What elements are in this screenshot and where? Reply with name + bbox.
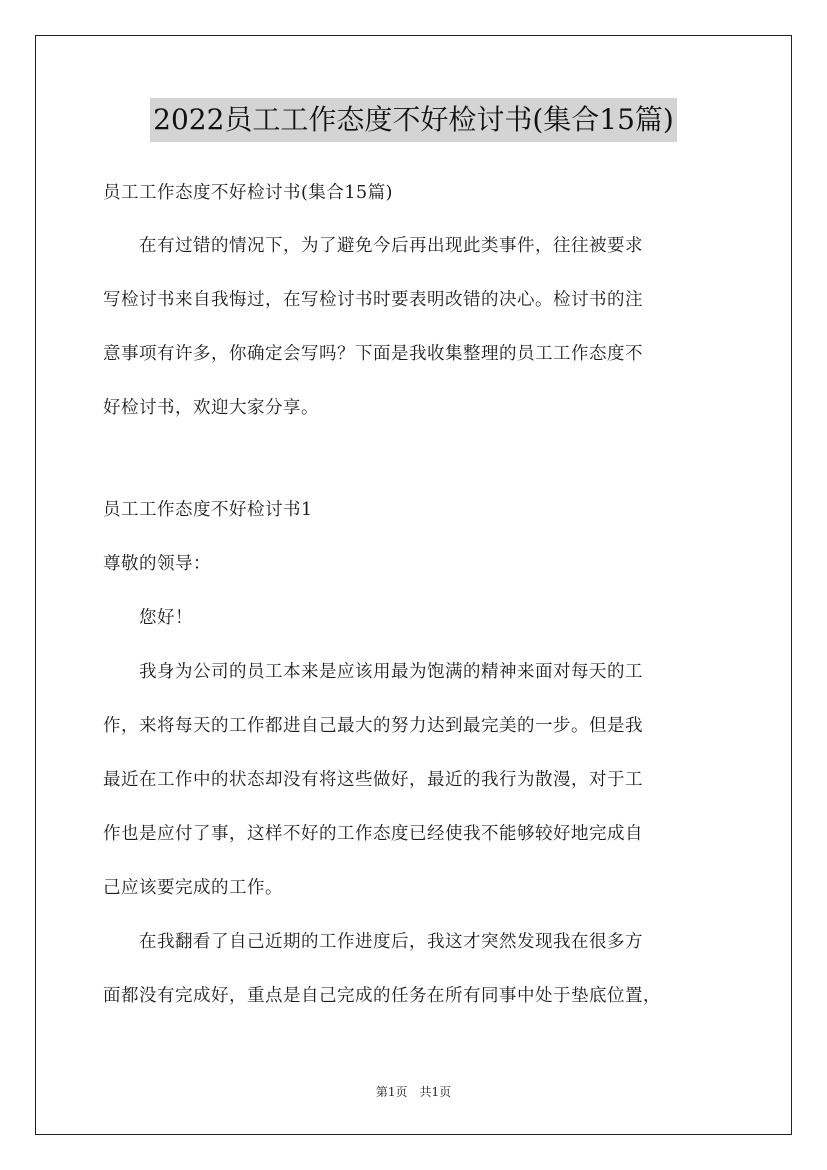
salutation: 尊敬的领导： <box>103 554 211 574</box>
paragraph-line: 我身为公司的员工本来是应该用最为饱满的精神来面对每天的工 <box>103 662 643 682</box>
paragraph-line: 面都没有完成好，重点是自己完成的任务在所有同事中处于垫底位置， <box>103 986 661 1006</box>
title-container <box>0 98 827 142</box>
intro-line: 意事项有许多，你确定会写吗？下面是我收集整理的员工工作态度不 <box>103 344 643 364</box>
intro-line: 写检讨书来自我悔过，在写检讨书时要表明改错的决心。检讨书的注 <box>103 290 643 310</box>
greeting: 您好！ <box>103 608 193 628</box>
page-footer: 第1页 共1页 <box>375 1085 452 1099</box>
intro-paragraph <box>103 228 727 426</box>
paragraph-2 <box>103 924 727 1014</box>
paragraph-line: 最近在工作中的状态却没有将这些做好，最近的我行为散漫，对于工 <box>103 770 643 790</box>
intro-line: 好检讨书，欢迎大家分享。 <box>103 398 319 418</box>
paragraph-1 <box>103 654 727 906</box>
document-subtitle: 员工工作态度不好检讨书(集合15篇) <box>103 183 393 203</box>
paragraph-line: 在我翻看了自己近期的工作进度后，我这才突然发现我在很多方 <box>103 932 643 952</box>
document-body <box>103 175 727 1014</box>
paragraph-line: 作，来将每天的工作都进自己最大的努力达到最完美的一步。但是我 <box>103 716 643 736</box>
intro-line: 在有过错的情况下，为了避免今后再出现此类事件，往往被要求 <box>103 236 643 256</box>
section-heading: 员工工作态度不好检讨书1 <box>103 500 313 520</box>
paragraph-line: 作也是应付了事，这样不好的工作态度已经使我不能够较好地完成自 <box>103 824 643 844</box>
document-title: 2022员工工作态度不好检讨书(集合15篇) <box>150 98 677 142</box>
paragraph-line: 己应该要完成的工作。 <box>103 878 283 898</box>
